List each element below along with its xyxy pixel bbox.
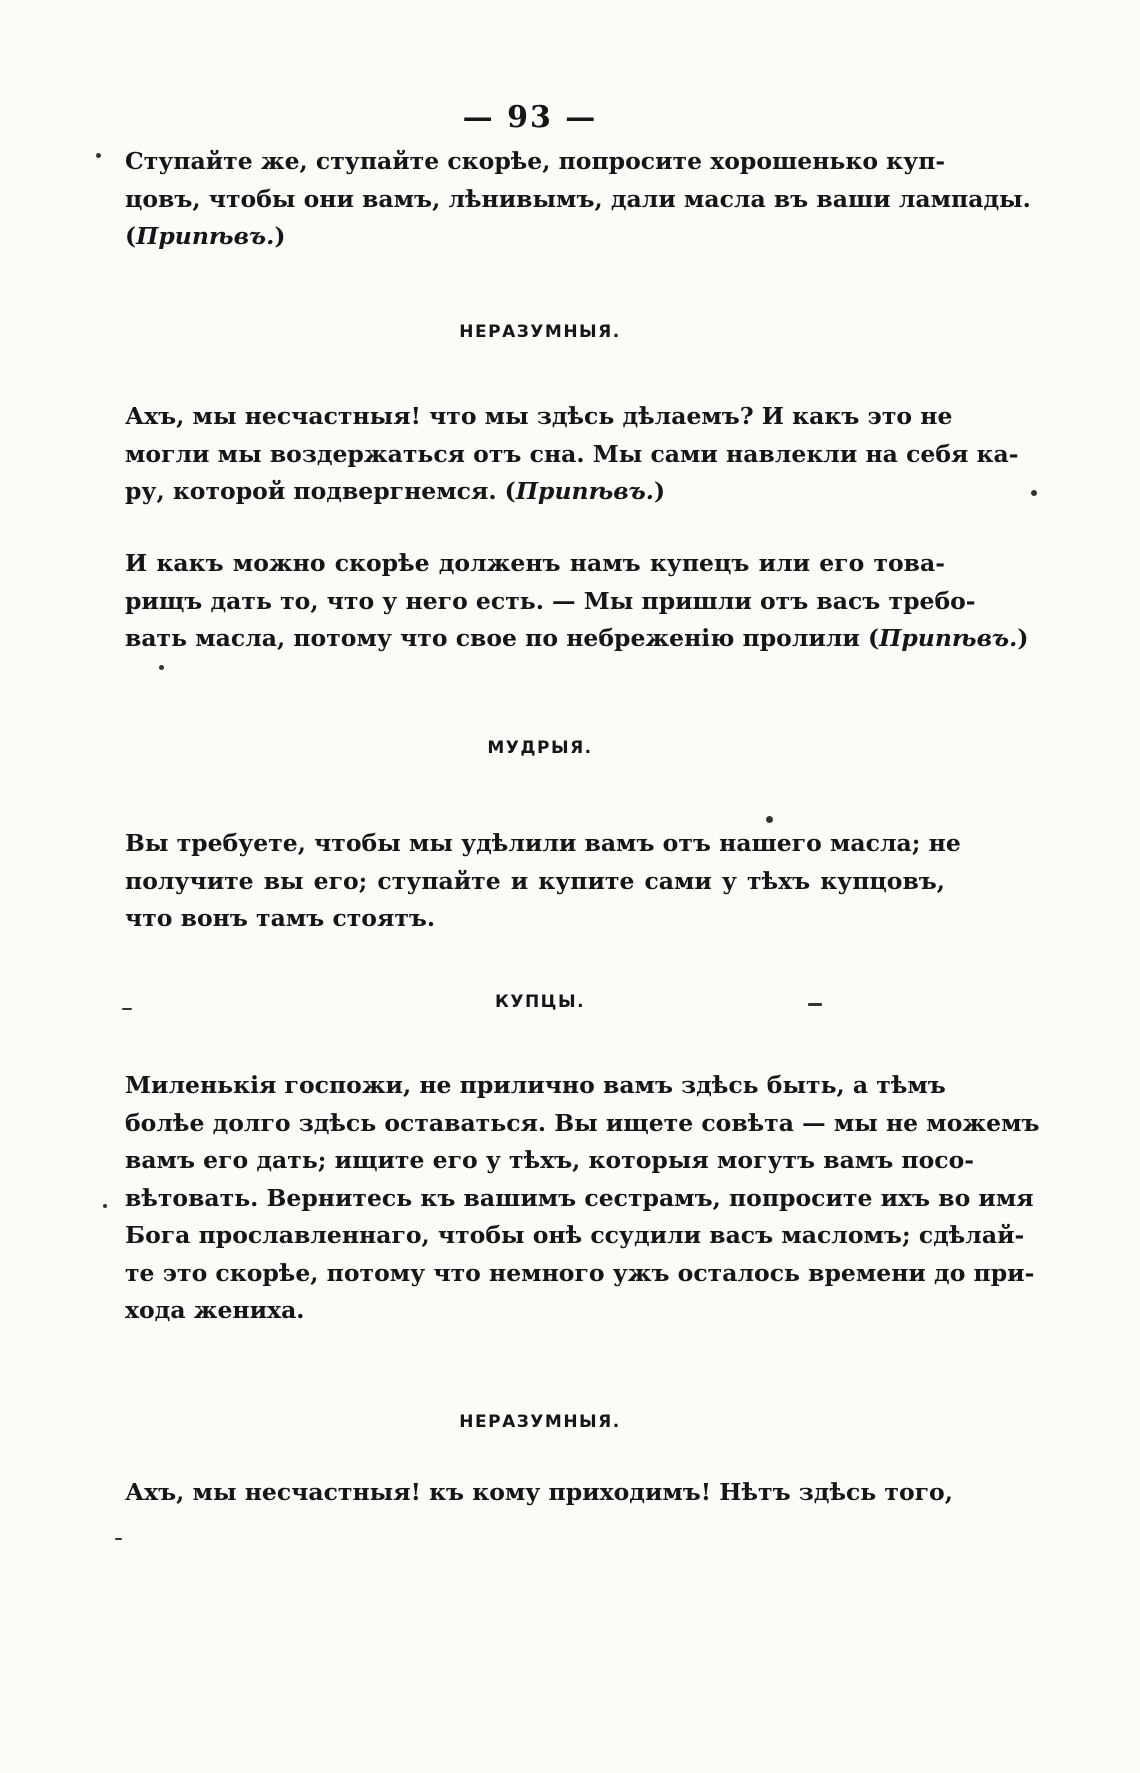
paragraph [125,1067,1040,1330]
text-line: болѣе долго здѣсь оставаться. Вы ищете совѣта — мы не можемъ [125,1108,1040,1137]
scan-speck [103,1204,107,1208]
text-line-start: ру, которой подвергнемся. ( [125,477,516,505]
refrain-label: Припѣвъ. [136,222,275,250]
text-line: И какъ можно скорѣе долженъ намъ купецъ или его това- [125,549,945,577]
text-line: получите вы его; ступайте и купите сами у тѣхъ купцовъ, [125,866,945,895]
scan-speck [122,1008,132,1010]
text-line [125,218,945,256]
text-line: что вонъ тамъ стоятъ. [125,904,436,932]
scan-speck [96,153,101,158]
paragraph [125,545,1029,658]
paragraph [125,143,1031,256]
text-line: Бога прославленнаго, чтобы онѣ ссудили васъ масломъ; сдѣлай- [125,1221,1025,1249]
speaker-heading: КУПЦЫ. [494,992,586,1012]
text-line: Ахъ, мы несчастныя! что мы здѣсь дѣлаемъ? И какъ это не [125,402,953,430]
refrain-close: ) [654,477,666,505]
text-line: могли мы воздержаться отъ сна. Мы сами навлекли на себя ка- [125,439,1019,468]
scan-speck [159,665,164,670]
text-line-start: вать масла, потому что свое по небреженію пролили ( [125,624,880,652]
bleed-through-edge [1110,430,1136,1430]
refrain-close: ) [274,222,286,250]
speaker-heading: НЕРАЗУМНЫЯ. [459,1412,621,1432]
paragraph [125,825,961,938]
scan-speck [766,816,773,823]
text-line: Миленькія госпожи, не прилично вамъ здѣсь быть, а тѣмъ [125,1071,946,1099]
refrain-open: ( [125,222,137,250]
text-line: цовъ, чтобы они вамъ, лѣнивымъ, дали масла въ ваши лампады. [125,184,1031,213]
text-line: Ахъ, мы несчастныя! къ кому приходимъ! Нѣтъ здѣсь того, [125,1478,953,1506]
scan-speck [808,1003,822,1006]
text-line: вѣтовать. Вернитесь къ вашимъ сестрамъ, попросите ихъ во имя [125,1183,1034,1212]
text-line: Ступайте же, ступайте скорѣе, попросите хорошенько куп- [125,147,946,175]
text-line [125,473,945,511]
text-line: вамъ его дать; ищите его у тѣхъ, которыя могутъ вамъ посо- [125,1146,975,1174]
refrain-label: Припѣвъ. [879,624,1018,652]
text-line [125,620,1029,658]
scan-speck [115,1538,122,1540]
text-line: Вы требуете, чтобы мы удѣлили вамъ отъ нашего масла; не [125,829,961,857]
paragraph [125,1474,953,1512]
refrain-label: Припѣвъ. [515,477,654,505]
speaker-heading: НЕРАЗУМНЫЯ. [459,322,621,342]
text-line: хода жениха. [125,1296,305,1324]
speaker-heading: МУДРЫЯ. [487,738,593,758]
paragraph [125,398,1019,511]
text-line: рищъ дать то, что у него есть. — Мы пришли отъ васъ требо- [125,586,976,615]
page-number: — 93 — [462,100,598,135]
text-line: те это скорѣе, потому что немного ужъ осталось времени до при- [125,1258,1035,1287]
scan-speck [1031,490,1037,496]
refrain-close: ) [1017,624,1029,652]
